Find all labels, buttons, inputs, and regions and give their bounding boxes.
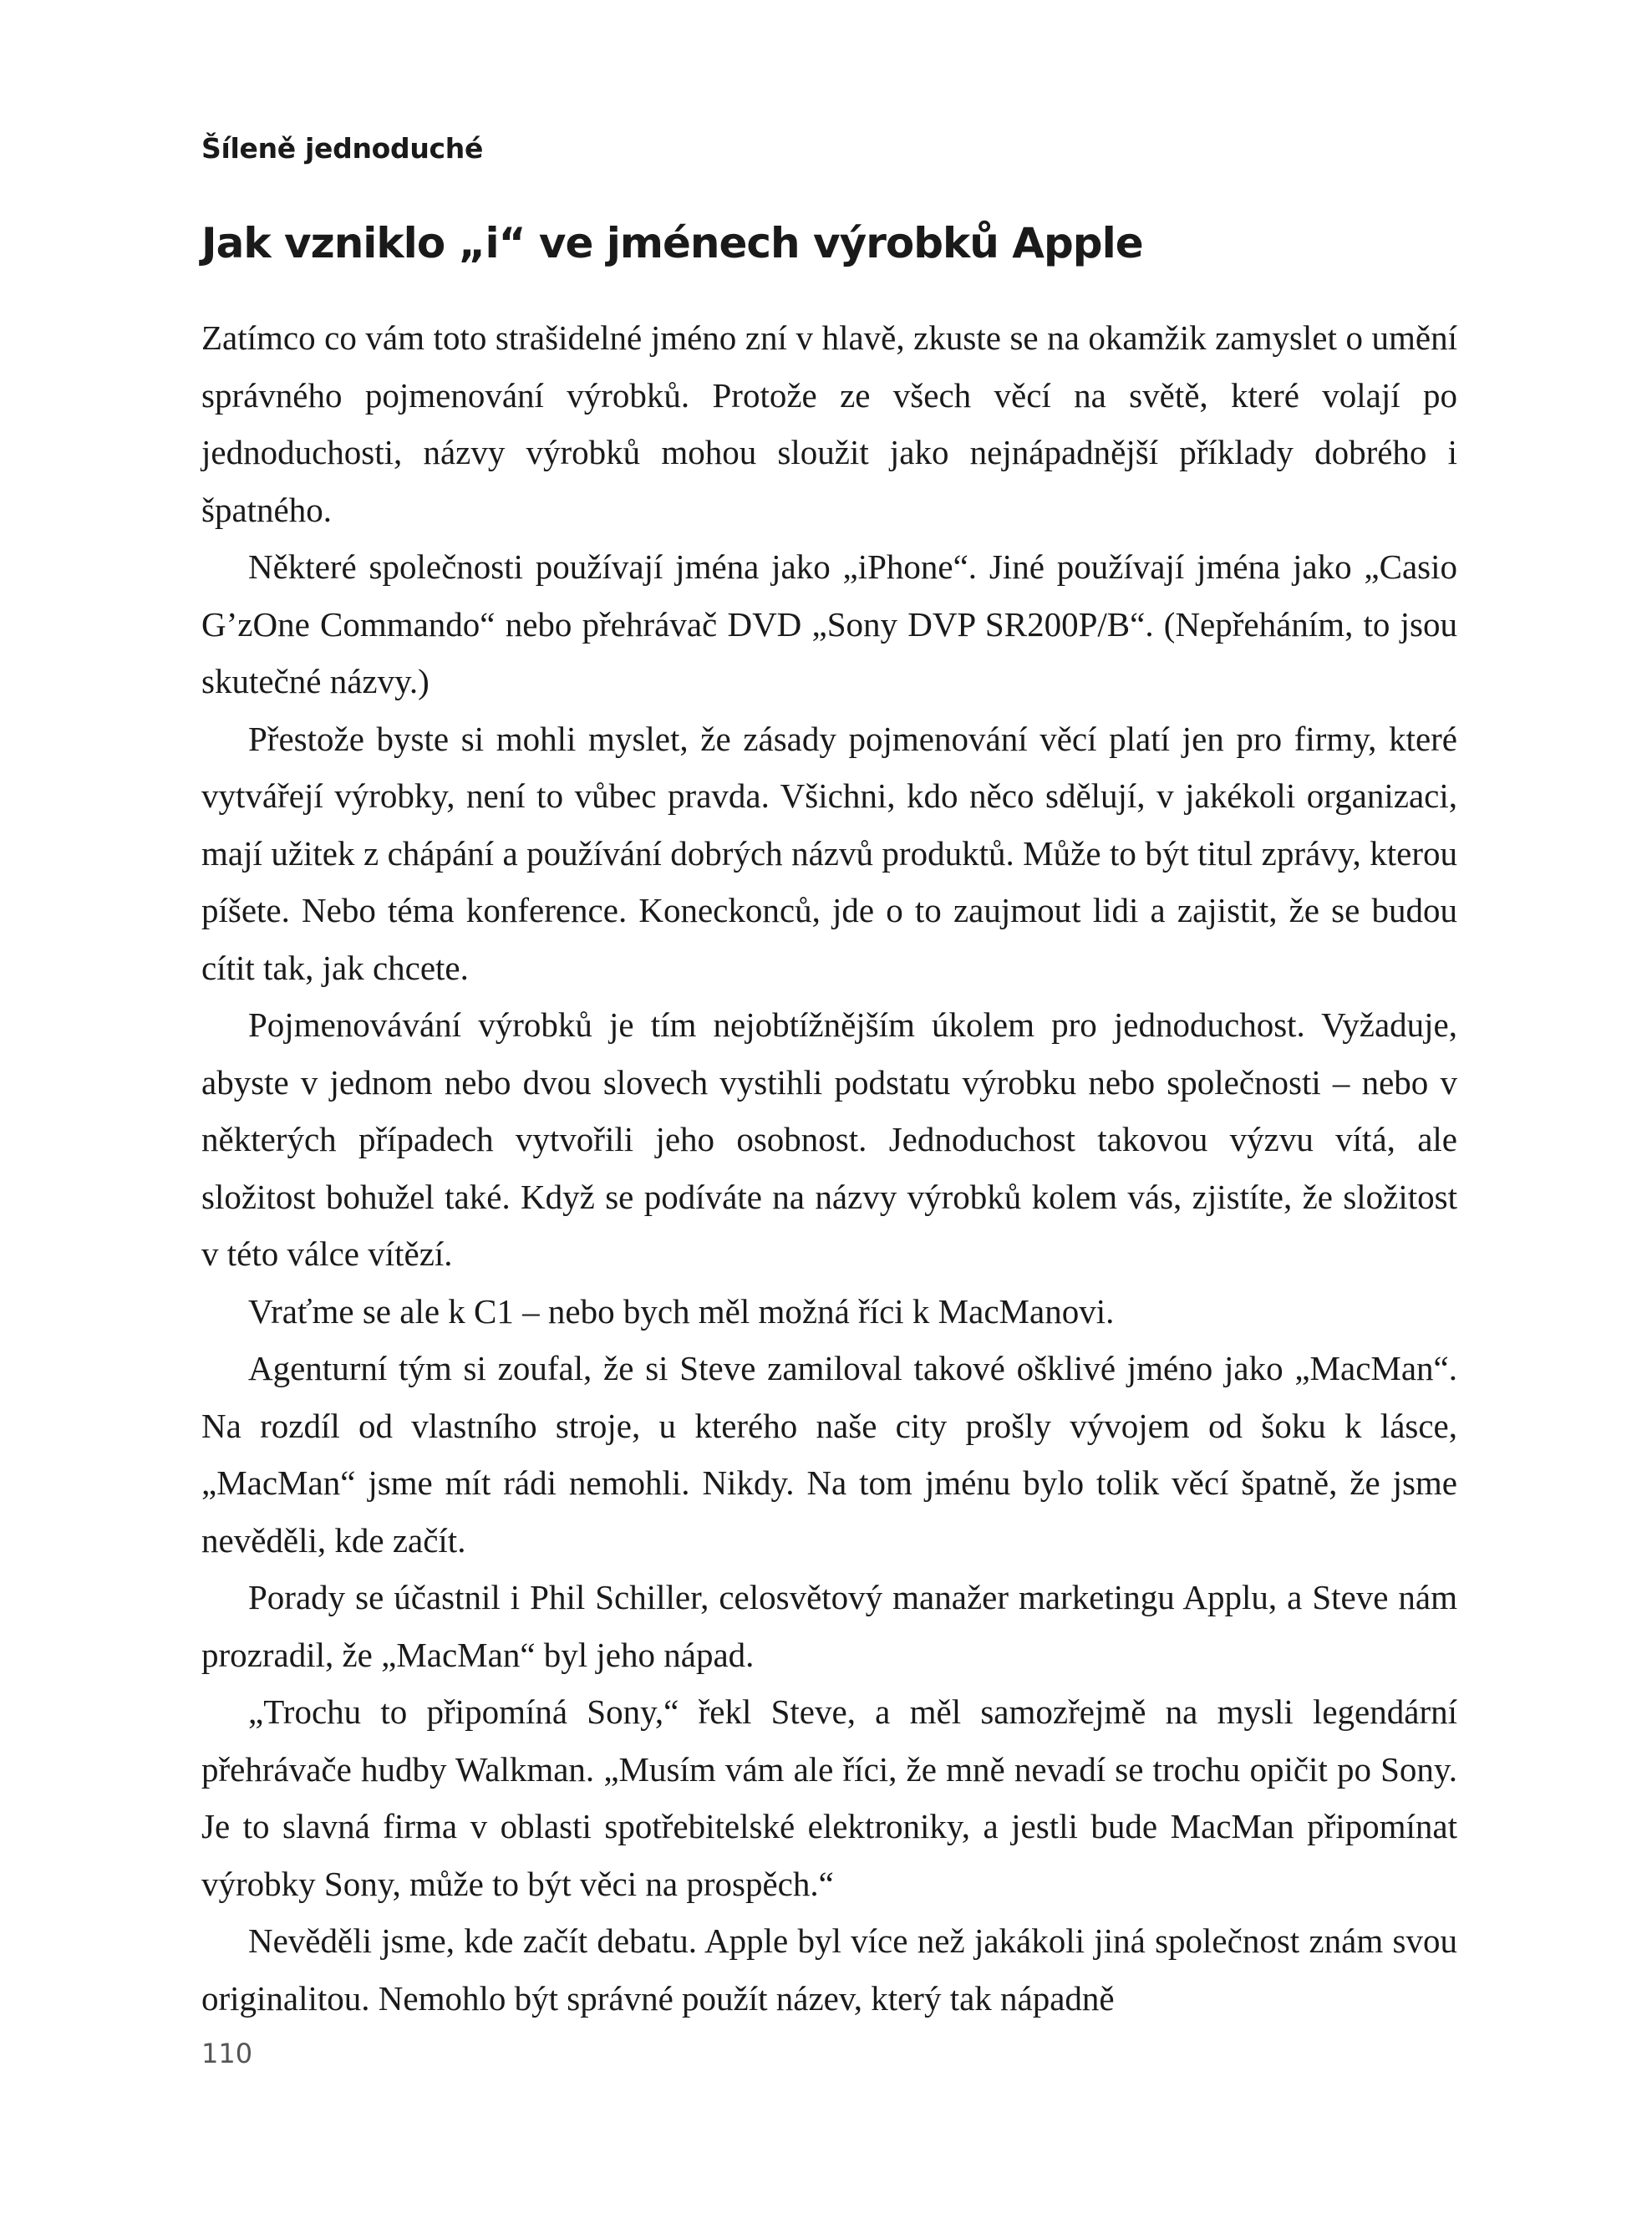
- paragraph: Zatímco co vám toto strašidelné jméno zní v hlavě, zkuste se na okamžik zamyslet o umění správného pojmenování výrobků. Protože ze všech věcí na světě, které volají po jednoduchosti, názvy výrobků mohou sloužit jako nejnápadnější příklady dobrého i špatného.: [201, 318, 1457, 529]
- paragraph: Některé společnosti používají jména jako „iPhone“. Jiné používají jména jako „Casio G’zOne Commando“ nebo přehrávač DVD „Sony DVP SR200P/B“. (Nepřeháním, to jsou skutečné názvy.): [201, 547, 1457, 700]
- paragraph: Nevěděli jsme, kde začít debatu. Apple byl více než jakákoli jiná společnost znám svou originalitou. Nemohlo být správné použít název, který tak nápadně: [201, 1921, 1457, 2018]
- running-head: Šíleně jednoduché: [201, 132, 484, 165]
- paragraph: Vraťme se ale k C1 – nebo bych měl možná říci k MacManovi.: [248, 1291, 1115, 1331]
- body-text: [201, 309, 1457, 2027]
- paragraph: „Trochu to připomíná Sony,“ řekl Steve, a měl samozřejmě na mysli legendární přehrávače hudby Walkman. „Musím vám ale říci, že mně nevadí se trochu opičit po Sony. Je to slavná firma v oblasti spotřebitelské elektroniky, a jestli bude MacMan připomínat výrobky Sony, může to být věci na prospěch.“: [201, 1692, 1457, 1903]
- paragraph: Přestože byste si mohli myslet, že zásady pojmenování věcí platí jen pro firmy, které vytvářejí výrobky, není to vůbec pravda. Všichni, kdo něco sdělují, v jakékoli organizaci, mají užitek z chápání a používání dobrých názvů produktů. Může to být titul zprávy, kterou píšete. Nebo téma konference. Koneckonců, jde o to zaujmout lidi a zajistit, že se budou cítit tak, jak chcete.: [201, 719, 1457, 987]
- paragraph: Pojmenovávání výrobků je tím nejobtížnějším úkolem pro jednoduchost. Vyžaduje, abyste v jednom nebo dvou slovech vystihli podstatu výrobku nebo společnosti – nebo v některých případech vytvořili jeho osobnost. Jednoduchost takovou výzvu vítá, ale složitost bohužel také. Když se podíváte na názvy výrobků kolem vás, zjistíte, že složitost v této válce vítězí.: [201, 1005, 1457, 1273]
- page-number: 110: [201, 2038, 253, 2069]
- book-page: [201, 0, 1457, 2224]
- chapter-title: Jak vzniklo „i“ ve jménech výrobků Apple: [201, 219, 1143, 267]
- paragraph: Porady se účastnil i Phil Schiller, celosvětový manažer marketingu Applu, a Steve nám prozradil, že „MacMan“ byl jeho nápad.: [201, 1578, 1457, 1674]
- paragraph: Agenturní tým si zoufal, že si Steve zamiloval takové ošklivé jméno jako „MacMan“. Na rozdíl od vlastního stroje, u kterého naše city prošly vývojem od šoku k lásce, „MacMan“ jsme mít rádi nemohli. Nikdy. Na tom jménu bylo tolik věcí špatně, že jsme nevěděli, kde začít.: [201, 1349, 1457, 1560]
